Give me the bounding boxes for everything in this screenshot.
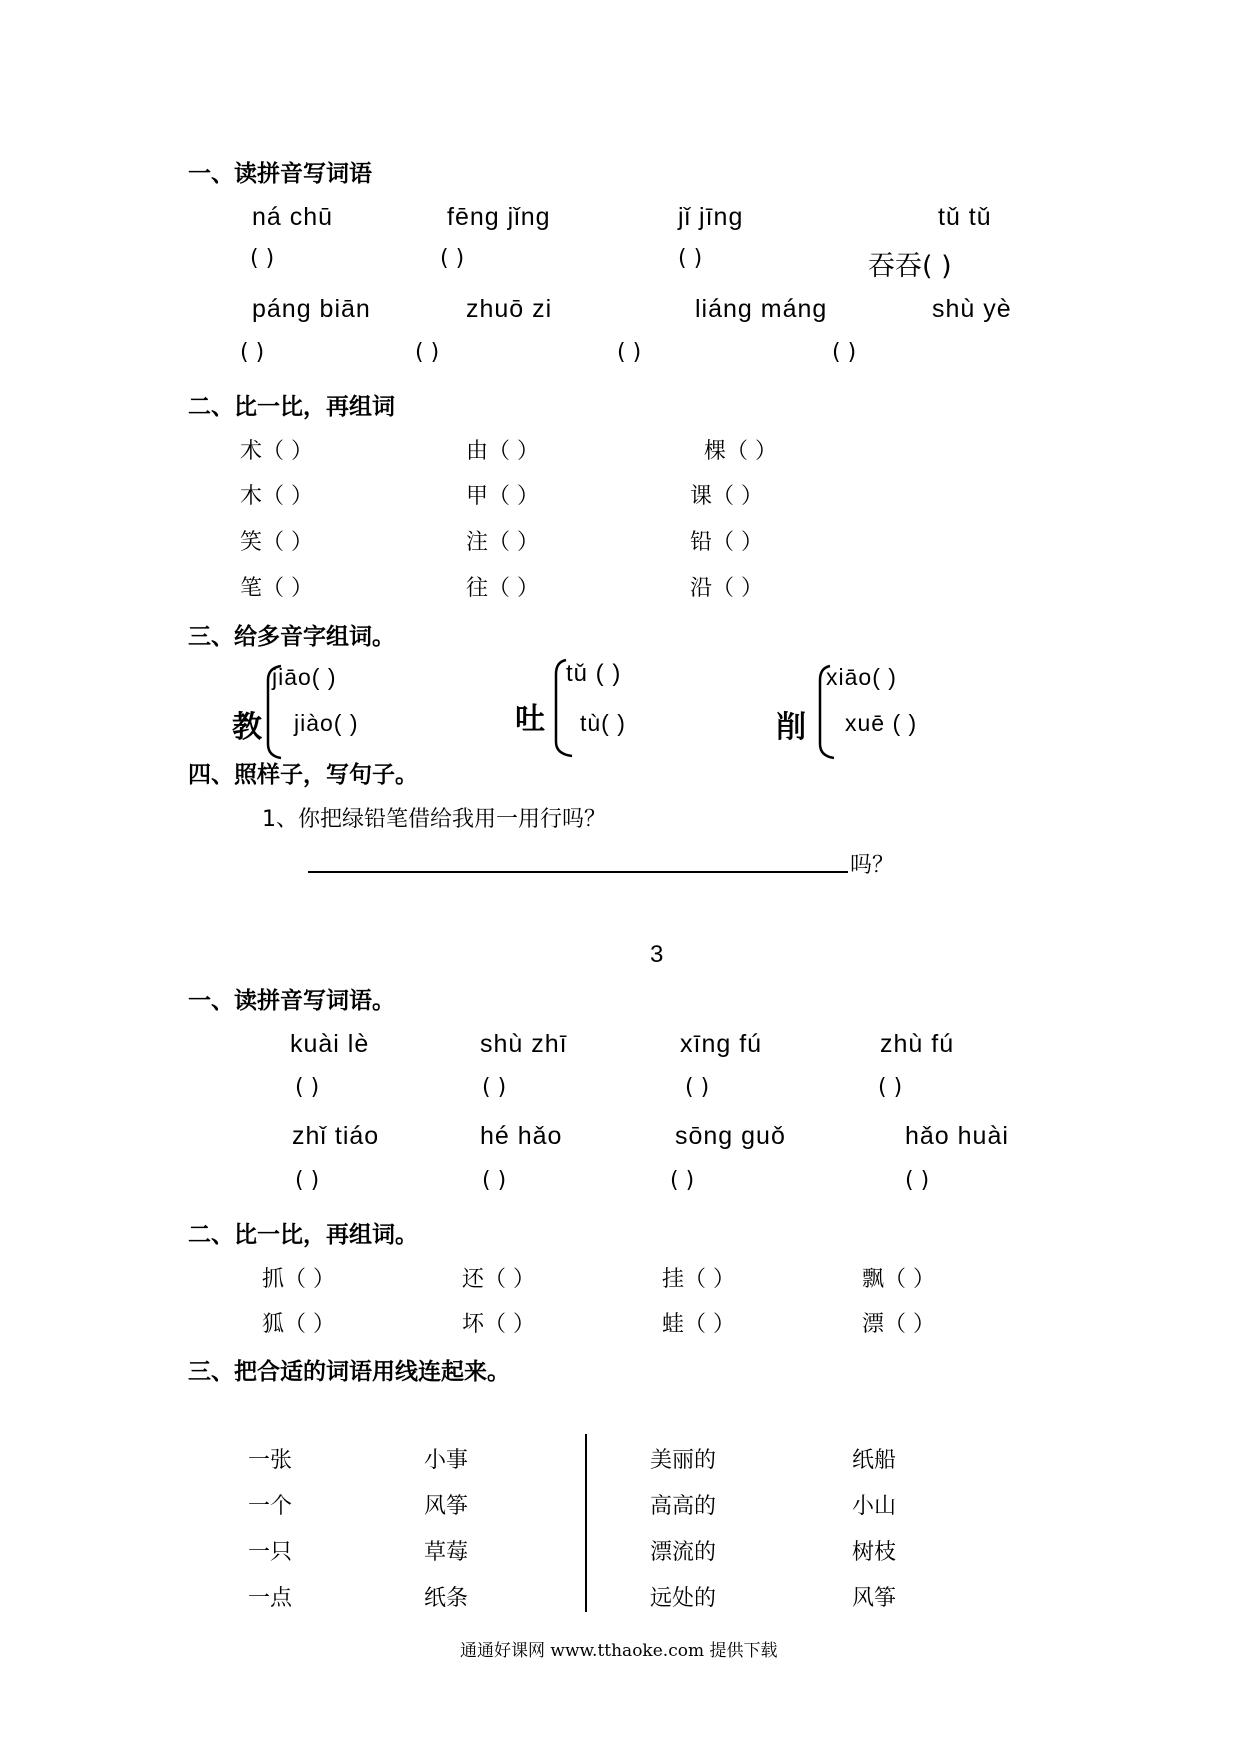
part2-section2-title: 二、比一比，再组词。 xyxy=(188,1222,418,1248)
match-word[interactable]: 漂流的 xyxy=(650,1540,717,1565)
polyphone-reading[interactable]: jiào( ) xyxy=(294,710,359,736)
answer-box[interactable]: ( ) xyxy=(482,1075,507,1100)
compare-item[interactable]: 狐（ ） xyxy=(262,1312,335,1337)
answer-box[interactable]: ( ) xyxy=(670,1168,695,1193)
answer-box[interactable]: ( ) xyxy=(250,246,275,271)
pinyin: hé hǎo xyxy=(480,1122,563,1150)
compare-item[interactable]: 木（ ） xyxy=(240,484,313,509)
match-word[interactable]: 美丽的 xyxy=(650,1448,717,1473)
compare-item[interactable]: 甲（ ） xyxy=(466,484,539,509)
compare-item[interactable]: 挂（ ） xyxy=(662,1267,735,1292)
pinyin: tǔ tǔ xyxy=(938,203,992,231)
answer-box[interactable]: ( ) xyxy=(678,246,703,271)
polyphone-char: 吐 xyxy=(515,702,545,737)
match-word[interactable]: 纸条 xyxy=(424,1586,469,1611)
compare-item[interactable]: 沿（ ） xyxy=(690,576,763,601)
compare-item[interactable]: 棵（ ） xyxy=(704,439,777,464)
compare-item[interactable]: 由（ ） xyxy=(466,439,539,464)
match-word[interactable]: 风筝 xyxy=(424,1494,469,1519)
match-word[interactable]: 一点 xyxy=(248,1586,293,1611)
answer-box[interactable]: ( ) xyxy=(832,340,857,365)
match-word[interactable]: 一张 xyxy=(248,1448,293,1473)
compare-item[interactable]: 笔（ ） xyxy=(240,576,313,601)
compare-item[interactable]: 漂（ ） xyxy=(862,1312,935,1337)
example-sentence: 1、你把绿铅笔借给我用一用行吗？ xyxy=(262,807,606,832)
match-word[interactable]: 远处的 xyxy=(650,1586,717,1611)
polyphone-reading[interactable]: xiāo( ) xyxy=(826,664,897,690)
pinyin: zhǐ tiáo xyxy=(292,1122,380,1150)
polyphone-reading[interactable]: tǔ ( ) xyxy=(566,660,622,687)
pinyin: xīng fú xyxy=(680,1030,763,1058)
answer-box[interactable]: ( ) xyxy=(295,1075,320,1100)
polyphone-reading[interactable]: xuē ( ) xyxy=(845,710,918,736)
part1-section1-title: 一、读拼音写词语 xyxy=(188,161,372,187)
divider xyxy=(585,1434,587,1612)
answer-box[interactable]: ( ) xyxy=(905,1168,930,1193)
pinyin: páng biān xyxy=(252,295,371,323)
part1-section2-title: 二、比一比，再组词 xyxy=(188,394,395,420)
match-word[interactable]: 小事 xyxy=(424,1448,469,1473)
compare-item[interactable]: 坏（ ） xyxy=(462,1312,535,1337)
match-word[interactable]: 风筝 xyxy=(852,1586,897,1611)
pinyin: sōng guǒ xyxy=(675,1122,786,1150)
part2-section3-title: 三、把合适的词语用线连起来。 xyxy=(188,1359,510,1385)
compare-item[interactable]: 课（ ） xyxy=(690,484,763,509)
polyphone-reading[interactable]: tù( ) xyxy=(580,710,626,736)
pinyin: zhuō zi xyxy=(466,295,553,323)
compare-item[interactable]: 还（ ） xyxy=(462,1267,535,1292)
answer-box[interactable]: ( ) xyxy=(685,1075,710,1100)
match-word[interactable]: 一只 xyxy=(248,1540,293,1565)
pinyin: ná chū xyxy=(252,203,334,231)
answer-box[interactable]: 吞吞( ) xyxy=(868,251,952,282)
answer-suffix: 吗？ xyxy=(850,853,895,878)
pinyin: zhù fú xyxy=(880,1030,955,1058)
pinyin: liáng máng xyxy=(695,295,828,323)
answer-line[interactable] xyxy=(308,871,848,873)
part2-section1-title: 一、读拼音写词语。 xyxy=(188,988,395,1014)
polyphone-char: 削 xyxy=(776,710,806,745)
answer-box[interactable]: ( ) xyxy=(617,340,642,365)
answer-box[interactable]: ( ) xyxy=(295,1168,320,1193)
compare-item[interactable]: 往（ ） xyxy=(466,576,539,601)
answer-box[interactable]: ( ) xyxy=(440,246,465,271)
answer-box[interactable]: ( ) xyxy=(415,340,440,365)
answer-box[interactable]: ( ) xyxy=(240,340,265,365)
match-word[interactable]: 纸船 xyxy=(852,1448,897,1473)
pinyin: hǎo huài xyxy=(905,1122,1009,1150)
match-word[interactable]: 小山 xyxy=(852,1494,897,1519)
answer-box[interactable]: ( ) xyxy=(878,1075,903,1100)
match-word[interactable]: 草莓 xyxy=(424,1540,469,1565)
part1-section3-title: 三、给多音字组词。 xyxy=(188,624,395,650)
compare-item[interactable]: 术（ ） xyxy=(240,439,313,464)
compare-item[interactable]: 飘（ ） xyxy=(862,1267,935,1292)
pinyin: shù zhī xyxy=(480,1030,568,1058)
polyphone-reading[interactable]: jiāo( ) xyxy=(272,664,337,690)
pinyin: jǐ jīng xyxy=(678,203,744,231)
compare-item[interactable]: 注（ ） xyxy=(466,530,539,555)
pinyin: fēng jǐng xyxy=(447,203,551,231)
part1-section4-title: 四、照样子，写句子。 xyxy=(188,762,418,788)
match-word[interactable]: 高高的 xyxy=(650,1494,717,1519)
compare-item[interactable]: 抓（ ） xyxy=(262,1267,335,1292)
compare-item[interactable]: 铅（ ） xyxy=(690,530,763,555)
answer-box[interactable]: ( ) xyxy=(482,1168,507,1193)
match-word[interactable]: 树枝 xyxy=(852,1540,897,1565)
footer-text: 通通好课网 www.tthaoke.com 提供下载 xyxy=(460,1641,778,1661)
match-word[interactable]: 一个 xyxy=(248,1494,293,1519)
pinyin: kuài lè xyxy=(290,1030,370,1058)
compare-item[interactable]: 蛙（ ） xyxy=(662,1312,735,1337)
polyphone-char: 教 xyxy=(232,710,262,745)
pinyin: shù yè xyxy=(932,295,1012,323)
page-number: 3 xyxy=(650,941,665,968)
compare-item[interactable]: 笑（ ） xyxy=(240,530,313,555)
